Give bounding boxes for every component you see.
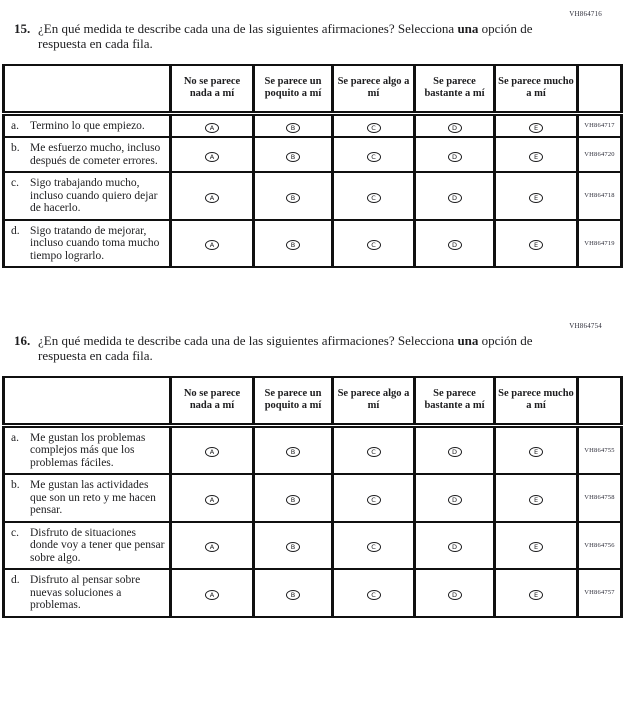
answer-bubble-D[interactable]: D bbox=[448, 152, 462, 162]
answer-bubble-E[interactable]: E bbox=[529, 152, 543, 162]
answer-bubble-A[interactable]: A bbox=[205, 240, 219, 250]
answer-bubble-B[interactable]: B bbox=[286, 590, 300, 600]
answer-cell bbox=[333, 425, 415, 474]
row-statement: Me gustan las actividades que son un reto y me hacen pensar. bbox=[30, 479, 156, 516]
answer-cell bbox=[171, 113, 254, 137]
q16-row-a bbox=[4, 425, 622, 474]
question-prompt bbox=[0, 333, 628, 363]
answer-bubble-B[interactable]: B bbox=[286, 193, 300, 203]
answer-bubble-A[interactable]: A bbox=[205, 542, 219, 552]
answer-cell bbox=[415, 474, 495, 522]
question-id-code: VH864716 bbox=[569, 10, 602, 18]
answer-bubble-C[interactable]: C bbox=[367, 123, 381, 133]
answer-bubble-C[interactable]: C bbox=[367, 193, 381, 203]
answer-bubble-C[interactable]: C bbox=[367, 542, 381, 552]
q15-response-matrix bbox=[2, 64, 623, 268]
answer-bubble-C[interactable]: C bbox=[367, 495, 381, 505]
column-header-1: No se parece nada a mí bbox=[171, 65, 254, 113]
answer-bubble-D[interactable]: D bbox=[448, 590, 462, 600]
column-header-1: No se parece nada a mí bbox=[171, 377, 254, 425]
statement-cell bbox=[4, 522, 171, 570]
answer-bubble-B[interactable]: B bbox=[286, 123, 300, 133]
answer-cell bbox=[254, 474, 333, 522]
answer-cell bbox=[254, 220, 333, 268]
column-header-3: Se parece algo a mí bbox=[333, 377, 415, 425]
answer-bubble-D[interactable]: D bbox=[448, 193, 462, 203]
answer-cell bbox=[254, 113, 333, 137]
statement-cell bbox=[4, 569, 171, 617]
answer-cell bbox=[254, 172, 333, 220]
prompt-pre: ¿En qué medida te describe cada una de las siguientes afirmaciones? Selecciona bbox=[38, 333, 455, 348]
question-15-block bbox=[0, 10, 628, 268]
prompt-post: opción de respuesta en cada fila. bbox=[38, 21, 533, 51]
answer-cell bbox=[254, 569, 333, 617]
row-letter: a. bbox=[11, 431, 19, 444]
row-statement: Disfruto al pensar sobre nuevas soluciones a problemas. bbox=[30, 574, 141, 611]
answer-bubble-D[interactable]: D bbox=[448, 240, 462, 250]
answer-cell bbox=[171, 474, 254, 522]
row-id-code: VH864758 bbox=[578, 474, 622, 522]
answer-bubble-C[interactable]: C bbox=[367, 447, 381, 457]
answer-bubble-A[interactable]: A bbox=[205, 495, 219, 505]
answer-cell bbox=[171, 137, 254, 172]
row-id-code: VH864756 bbox=[578, 522, 622, 570]
answer-cell bbox=[415, 137, 495, 172]
question-number: 16. bbox=[14, 333, 31, 348]
answer-bubble-A[interactable]: A bbox=[205, 123, 219, 133]
answer-cell bbox=[171, 522, 254, 570]
prompt-bold: una bbox=[457, 333, 479, 348]
row-statement: Disfruto de situaciones donde voy a tener que pensar sobre algo. bbox=[30, 526, 165, 564]
question-number: 15. bbox=[14, 21, 31, 36]
row-letter: c. bbox=[11, 177, 19, 189]
answer-cell bbox=[171, 569, 254, 617]
q15-row-d bbox=[4, 220, 622, 268]
statement-cell bbox=[4, 220, 171, 268]
row-id-code: VH864718 bbox=[578, 172, 622, 220]
q16-row-d bbox=[4, 569, 622, 617]
row-letter: d. bbox=[11, 574, 20, 586]
row-id-code: VH864755 bbox=[578, 425, 622, 474]
answer-bubble-E[interactable]: E bbox=[529, 495, 543, 505]
answer-bubble-E[interactable]: E bbox=[529, 447, 543, 457]
answer-cell bbox=[495, 137, 578, 172]
q15-row-c bbox=[4, 172, 622, 220]
q16-row-c bbox=[4, 522, 622, 570]
column-header-2: Se parece un poquito a mí bbox=[254, 377, 333, 425]
question-prompt bbox=[0, 21, 628, 51]
answer-cell bbox=[495, 220, 578, 268]
q15-header-row bbox=[4, 65, 622, 113]
row-letter: d. bbox=[11, 224, 20, 237]
answer-cell bbox=[415, 425, 495, 474]
answer-cell bbox=[171, 425, 254, 474]
q16-row-b bbox=[4, 474, 622, 522]
answer-bubble-B[interactable]: B bbox=[286, 447, 300, 457]
answer-cell bbox=[415, 172, 495, 220]
answer-cell bbox=[495, 172, 578, 220]
answer-bubble-D[interactable]: D bbox=[448, 447, 462, 457]
question-text bbox=[38, 333, 566, 363]
statement-cell bbox=[4, 425, 171, 474]
answer-cell bbox=[333, 474, 415, 522]
answer-cell bbox=[254, 137, 333, 172]
answer-cell bbox=[333, 569, 415, 617]
answer-cell bbox=[333, 522, 415, 570]
answer-bubble-A[interactable]: A bbox=[205, 193, 219, 203]
answer-cell bbox=[171, 172, 254, 220]
answer-bubble-D[interactable]: D bbox=[448, 495, 462, 505]
row-letter: b. bbox=[11, 479, 20, 491]
question-id-code: VH864754 bbox=[569, 322, 602, 330]
answer-cell bbox=[254, 522, 333, 570]
row-id-code: VH864720 bbox=[578, 137, 622, 172]
answer-cell bbox=[415, 220, 495, 268]
statement-header-blank bbox=[4, 65, 171, 113]
answer-bubble-C[interactable]: C bbox=[367, 590, 381, 600]
statement-cell bbox=[4, 137, 171, 172]
answer-bubble-D[interactable]: D bbox=[448, 542, 462, 552]
column-header-4: Se parece bastante a mí bbox=[415, 377, 495, 425]
statement-cell bbox=[4, 474, 171, 522]
prompt-post: opción de respuesta en cada fila. bbox=[38, 333, 533, 363]
answer-bubble-B[interactable]: B bbox=[286, 152, 300, 162]
answer-cell bbox=[333, 220, 415, 268]
answer-cell bbox=[171, 220, 254, 268]
prompt-bold: una bbox=[457, 21, 479, 36]
answer-bubble-E[interactable]: E bbox=[529, 193, 543, 203]
answer-cell bbox=[495, 569, 578, 617]
answer-bubble-B[interactable]: B bbox=[286, 542, 300, 552]
statement-cell bbox=[4, 113, 171, 137]
answer-cell bbox=[254, 425, 333, 474]
answer-bubble-A[interactable]: A bbox=[205, 590, 219, 600]
row-letter: b. bbox=[11, 142, 20, 154]
prompt-pre: ¿En qué medida te describe cada una de las siguientes afirmaciones? Selecciona bbox=[38, 21, 455, 36]
row-statement: Sigo trabajando mucho, incluso cuando quiero dejar de hacerlo. bbox=[30, 177, 158, 214]
statement-header-blank bbox=[4, 377, 171, 425]
row-statement: Termino lo que empiezo. bbox=[30, 119, 145, 132]
question-16-block bbox=[0, 322, 628, 618]
answer-bubble-E[interactable]: E bbox=[529, 123, 543, 133]
statement-cell bbox=[4, 172, 171, 220]
answer-bubble-D[interactable]: D bbox=[448, 123, 462, 133]
q16-header-row bbox=[4, 377, 622, 425]
answer-cell bbox=[333, 137, 415, 172]
row-statement: Sigo tratando de mejorar, incluso cuando toma mucho tiempo lograrlo. bbox=[30, 224, 160, 262]
row-letter: a. bbox=[11, 119, 19, 132]
row-letter: c. bbox=[11, 526, 19, 539]
row-statement: Me esfuerzo mucho, incluso después de cometer errores. bbox=[30, 142, 161, 167]
answer-bubble-C[interactable]: C bbox=[367, 152, 381, 162]
answer-cell bbox=[333, 113, 415, 137]
row-id-code: VH864757 bbox=[578, 569, 622, 617]
answer-cell bbox=[495, 113, 578, 137]
code-header-blank bbox=[578, 377, 622, 425]
answer-bubble-E[interactable]: E bbox=[529, 542, 543, 552]
code-header-blank bbox=[578, 65, 622, 113]
row-id-code: VH864719 bbox=[578, 220, 622, 268]
column-header-3: Se parece algo a mí bbox=[333, 65, 415, 113]
answer-bubble-B[interactable]: B bbox=[286, 240, 300, 250]
column-header-4: Se parece bastante a mí bbox=[415, 65, 495, 113]
answer-bubble-E[interactable]: E bbox=[529, 590, 543, 600]
answer-bubble-A[interactable]: A bbox=[205, 447, 219, 457]
column-header-2: Se parece un poquito a mí bbox=[254, 65, 333, 113]
row-statement: Me gustan los problemas complejos más que los problemas fáciles. bbox=[30, 431, 146, 469]
answer-cell bbox=[495, 522, 578, 570]
answer-bubble-C[interactable]: C bbox=[367, 240, 381, 250]
question-text bbox=[38, 21, 566, 51]
q15-row-b bbox=[4, 137, 622, 172]
answer-cell bbox=[495, 425, 578, 474]
answer-bubble-A[interactable]: A bbox=[205, 152, 219, 162]
row-id-code: VH864717 bbox=[578, 113, 622, 137]
column-header-5: Se parece mucho a mí bbox=[495, 377, 578, 425]
column-header-5: Se parece mucho a mí bbox=[495, 65, 578, 113]
answer-cell bbox=[415, 113, 495, 137]
q15-row-a bbox=[4, 113, 622, 137]
answer-cell bbox=[333, 172, 415, 220]
answer-bubble-E[interactable]: E bbox=[529, 240, 543, 250]
answer-bubble-B[interactable]: B bbox=[286, 495, 300, 505]
answer-cell bbox=[415, 522, 495, 570]
answer-cell bbox=[415, 569, 495, 617]
q16-response-matrix bbox=[2, 376, 623, 618]
answer-cell bbox=[495, 474, 578, 522]
